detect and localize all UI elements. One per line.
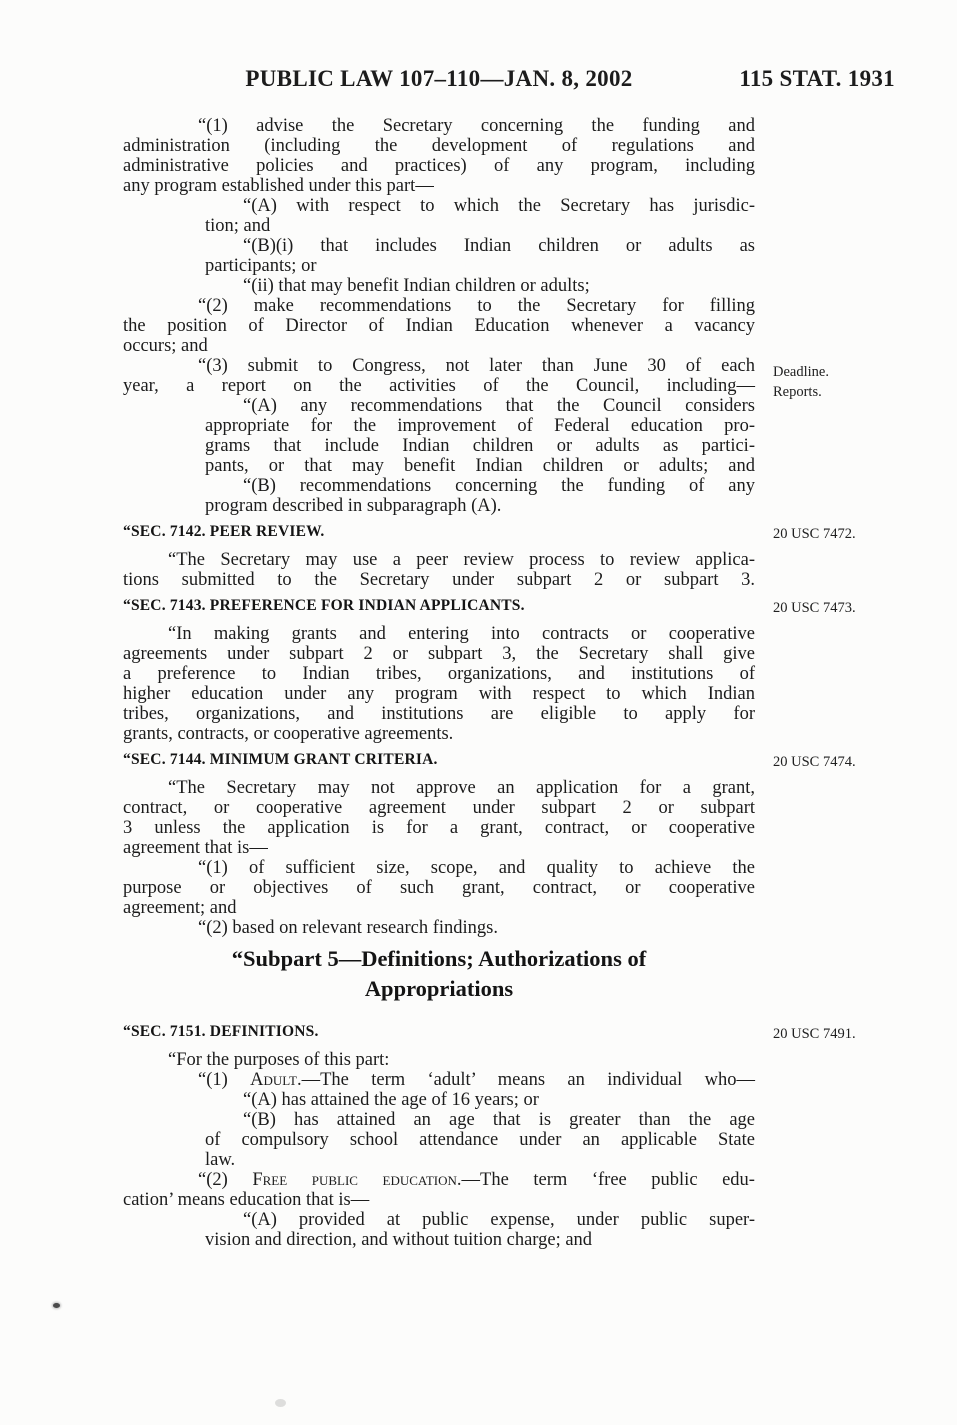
text-segment: “(1) <box>198 1070 251 1090</box>
usc-margin-note <box>773 752 933 772</box>
statute-paragraph <box>123 236 755 276</box>
text-line: grams that include Indian children or adults as partici- <box>205 436 755 456</box>
text-line: “In making grants and entering into contracts or cooperative <box>168 624 755 644</box>
text-line: law. <box>205 1150 236 1170</box>
text-segment: —The term ‘free public edu- <box>461 1170 755 1190</box>
statute-paragraph <box>123 276 755 296</box>
deadline-margin-note <box>773 362 933 402</box>
text-line: “(B) has attained an age that is greater than the age <box>243 1110 755 1130</box>
text-line: “(A) any recommendations that the Council considers <box>243 396 755 416</box>
margin-note-line: 20 USC 7473. <box>773 600 856 616</box>
subpart-heading <box>123 944 755 1004</box>
running-head-stat-number: 115 STAT. 1931 <box>739 66 895 91</box>
statute-text-column <box>123 0 755 1250</box>
text-line: agreement that is— <box>123 838 268 858</box>
subpart-heading-line: “Subpart 5—Definitions; Authorizations of <box>231 946 647 971</box>
small-caps-term: Adult. <box>250 1070 302 1090</box>
text-line: “For the purposes of this part: <box>168 1050 390 1070</box>
text-line: any program established under this part— <box>123 176 434 196</box>
margin-note-line: Reports. <box>773 384 822 400</box>
scan-smudge <box>275 1399 286 1407</box>
text-line: “(2) make recommendations to the Secretary for filling <box>198 296 755 316</box>
section-heading: “SEC. 7142. PEER REVIEW. <box>123 523 325 540</box>
statute-paragraph <box>123 858 755 918</box>
text-line: occurs; and <box>123 336 208 356</box>
statute-paragraph <box>123 1210 755 1250</box>
running-head-law: PUBLIC LAW 107–110—JAN. 8, 2002 <box>245 66 633 91</box>
text-line: administrative policies and practices) of any program, including <box>123 156 755 176</box>
statute-paragraph <box>123 396 755 476</box>
section-heading: “SEC. 7143. PREFERENCE FOR INDIAN APPLICANTS. <box>123 597 525 614</box>
statute-paragraph <box>123 1050 755 1070</box>
text-line: pants, or that may benefit Indian children or adults; and <box>205 456 755 476</box>
text-line: tions submitted to the Secretary under subpart 2 or subpart 3. <box>123 570 755 590</box>
text-line <box>123 1070 755 1090</box>
statute-paragraph <box>123 356 755 396</box>
text-line: administration (including the development of regulations and <box>123 136 755 156</box>
text-line: “(ii) that may benefit Indian children or adults; <box>243 276 590 296</box>
text-segment: —The term ‘adult’ means an individual who— <box>301 1070 755 1090</box>
text-segment: “(2) <box>198 1170 253 1190</box>
text-line: “(A) with respect to which the Secretary has jurisdic- <box>243 196 755 216</box>
usc-margin-note <box>773 524 933 544</box>
statute-paragraph <box>123 778 755 858</box>
text-line: appropriate for the improvement of Federal education pro- <box>205 416 755 436</box>
text-line: “(1) advise the Secretary concerning the funding and <box>198 116 755 136</box>
text-line: “(A) has attained the age of 16 years; or <box>243 1090 539 1110</box>
small-caps-term: Free public education. <box>252 1170 462 1190</box>
ink-speck <box>53 1303 60 1308</box>
margin-note-line: Deadline. <box>773 364 829 380</box>
statute-paragraph <box>123 1170 755 1210</box>
text-line: tribes, organizations, and institutions are eligible to apply for <box>123 704 755 724</box>
statute-paragraph <box>123 476 755 516</box>
text-line: contract, or cooperative agreement under subpart 2 or subpart <box>123 798 755 818</box>
text-line: year, a report on the activities of the Council, including— <box>123 376 755 396</box>
text-line: the position of Director of Indian Education whenever a vacancy <box>123 316 755 336</box>
text-line: a preference to Indian tribes, organizations, and institutions of <box>123 664 755 684</box>
text-line: higher education under any program with respect to which Indian <box>123 684 755 704</box>
text-line: “The Secretary may not approve an application for a grant, <box>168 778 755 798</box>
text-line: “The Secretary may use a peer review process to review applica- <box>168 550 755 570</box>
text-line: “(B)(i) that includes Indian children or adults as <box>243 236 755 256</box>
margin-note-line: 20 USC 7472. <box>773 526 856 542</box>
statute-paragraph <box>123 1110 755 1170</box>
text-line: agreement; and <box>123 898 237 918</box>
text-line: “(2) based on relevant research findings. <box>198 918 498 938</box>
text-line: “(A) provided at public expense, under public super- <box>243 1210 755 1230</box>
text-line: participants; or <box>205 256 317 276</box>
text-line: vision and direction, and without tuition charge; and <box>205 1230 593 1250</box>
text-line: “(3) submit to Congress, not later than June 30 of each <box>198 356 755 376</box>
margin-note-line: 20 USC 7491. <box>773 1026 856 1042</box>
text-line: agreements under subpart 2 or subpart 3, the Secretary shall give <box>123 644 755 664</box>
statute-paragraph <box>123 1090 755 1110</box>
statute-paragraph <box>123 918 755 938</box>
text-line: tion; and <box>205 216 271 236</box>
statute-paragraph <box>123 116 755 196</box>
usc-margin-note <box>773 1024 933 1044</box>
section-heading: “SEC. 7144. MINIMUM GRANT CRITERIA. <box>123 751 438 768</box>
usc-margin-note <box>773 598 933 618</box>
text-line: program described in subparagraph (A). <box>205 496 502 516</box>
statute-paragraph <box>123 550 755 590</box>
section-heading: “SEC. 7151. DEFINITIONS. <box>123 1023 319 1040</box>
statute-paragraph <box>123 296 755 356</box>
text-line: “(B) recommendations concerning the funding of any <box>243 476 755 496</box>
statute-paragraph <box>123 624 755 744</box>
margin-note-line: 20 USC 7474. <box>773 754 856 770</box>
text-line: cation’ means education that is— <box>123 1190 370 1210</box>
statute-paragraph <box>123 196 755 236</box>
text-line <box>123 1170 755 1190</box>
text-line: grants, contracts, or cooperative agreements. <box>123 724 454 744</box>
statute-paragraph <box>123 1070 755 1090</box>
text-line: purpose or objectives of such grant, contract, or cooperative <box>123 878 755 898</box>
text-line: “(1) of sufficient size, scope, and quality to achieve the <box>198 858 755 878</box>
subpart-heading-line: Appropriations <box>364 976 514 1001</box>
text-line: of compulsory school attendance under an applicable State <box>205 1130 755 1150</box>
text-line: 3 unless the application is for a grant, contract, or cooperative <box>123 818 755 838</box>
